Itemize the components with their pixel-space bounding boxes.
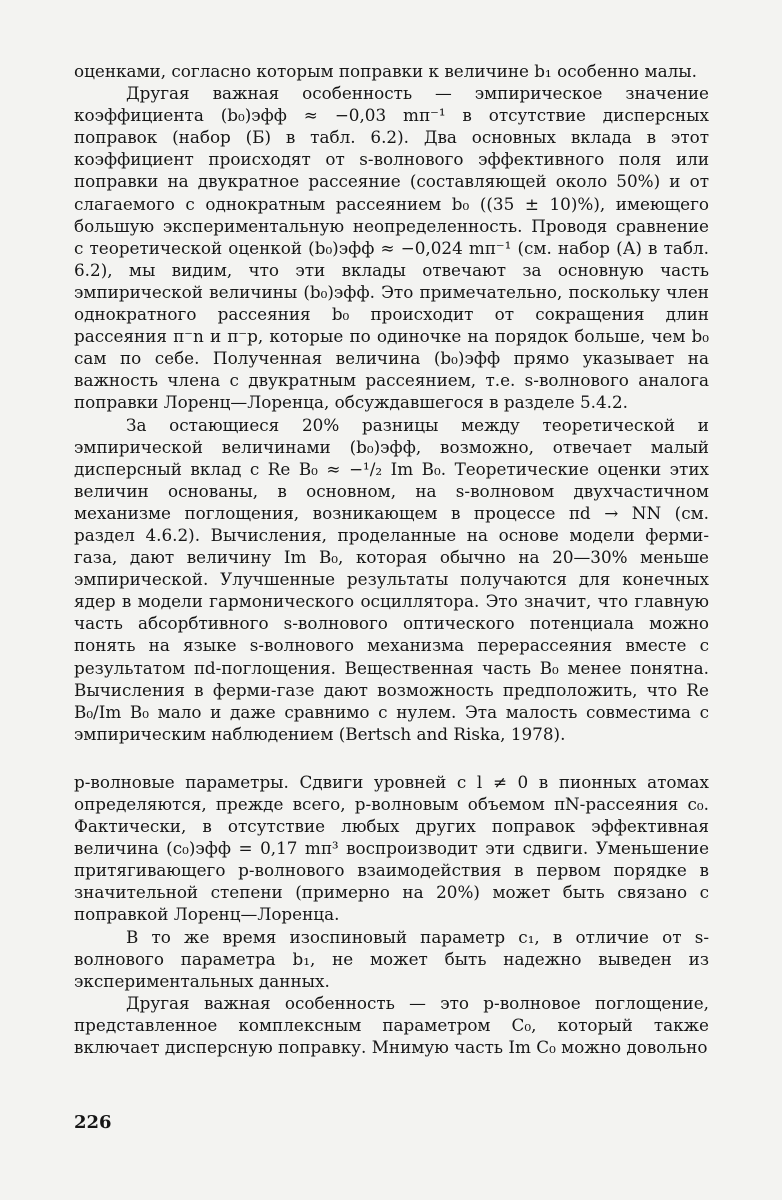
paragraph-3: За остающиеся 20% разницы между теоретической и эмпирической величинами (b₀)эфф, возможно, отвечает малый дисперсный вклад с Re B₀ ≈ −¹/₂ Im B₀. Теоретические оценки этих величин основаны, в основном, на s-волновом двухчастичном механизме поглощения, возникающем в процессе πd → NN (см. раздел 4.6.2). Вычисления, проделанные на основе модели ферми-газа, дают величину Im B₀, которая обычно на 20—30% меньше эмпирической. Улучшенные результаты получаются для конечных ядер в модели гармонического осциллятора. Это значит, что главную часть абсорбтивного s-волнового оптического потенциала можно понять на языке s-волнового механизма перерассеяния вместе с результатом πd-поглощения. Вещественная часть B₀ менее понятна. Вычисления в ферми-газе дают возможность предположить, что Re B₀/Im B₀ мало и даже сравнимо с нулем. Эта малость совместима с эмпирическим наблюдением (Bertsch and Riska, 1978). xyxy=(74,414,709,744)
page-number: 226 xyxy=(74,1112,112,1133)
section-gap xyxy=(74,745,709,771)
paragraph-5: В то же время изоспиновый параметр c₁, в отличие от s-волнового параметра b₁, не может быть надежно выведен из экспериментальных данных. xyxy=(74,926,709,991)
paragraph-1: оценками, согласно которым поправки к величине b₁ особенно малы. xyxy=(74,61,697,81)
page-body xyxy=(74,60,709,1058)
paragraph-4: p-волновые параметры. Сдвиги уровней с l ≠ 0 в пионных атомах определяются, прежде всего, p-волновым объемом πN-рассеяния c₀. Фактически, в отсутствие любых других поправок эффективная величина (c₀)эфф = 0,17 mπ³ воспроизводит эти сдвиги. Уменьшение притягивающего p-волнового взаимодействия в первом порядке в значительной степени (примерно на 20%) может быть связано с поправкой Лоренц—Лоренца. xyxy=(74,771,709,925)
paragraph-6: Другая важная особенность — это p-волновое поглощение, представленное комплексным параметром C₀, который также включает дисперсную поправку. Мнимую часть Im C₀ можно довольно xyxy=(74,992,709,1058)
paragraph-2: Другая важная особенность — эмпирическое значение коэффициента (b₀)эфф ≈ −0,03 mπ⁻¹ в отсутствие дисперсных поправок (набор (Б) в табл. 6.2). Два основных вклада в этот коэффициент происходят от s-волнового эффективного поля или поправки на двукратное рассеяние (составляющей около 50%) и от слагаемого с однократным рассеянием b₀ ((35 ± 10)%), имеющего большую экспериментальную неопределенность. Проводя сравнение с теоретической оценкой (b₀)эфф ≈ −0,024 mπ⁻¹ (см. набор (А) в табл. 6.2), мы видим, что эти вклады отвечают за основную часть эмпирической величины (b₀)эфф. Это примечательно, поскольку член однократного рассеяния b₀ происходит от сокращения длин рассеяния π⁻n и π⁻p, которые по одиночке на порядок больше, чем b₀ сам по себе. Полученная величина (b₀)эфф прямо указывает на важность члена с двукратным рассеянием, т.е. s-волнового аналога поправки Лоренц—Лоренца, обсуждавшегося в разделе 5.4.2. xyxy=(74,83,709,413)
